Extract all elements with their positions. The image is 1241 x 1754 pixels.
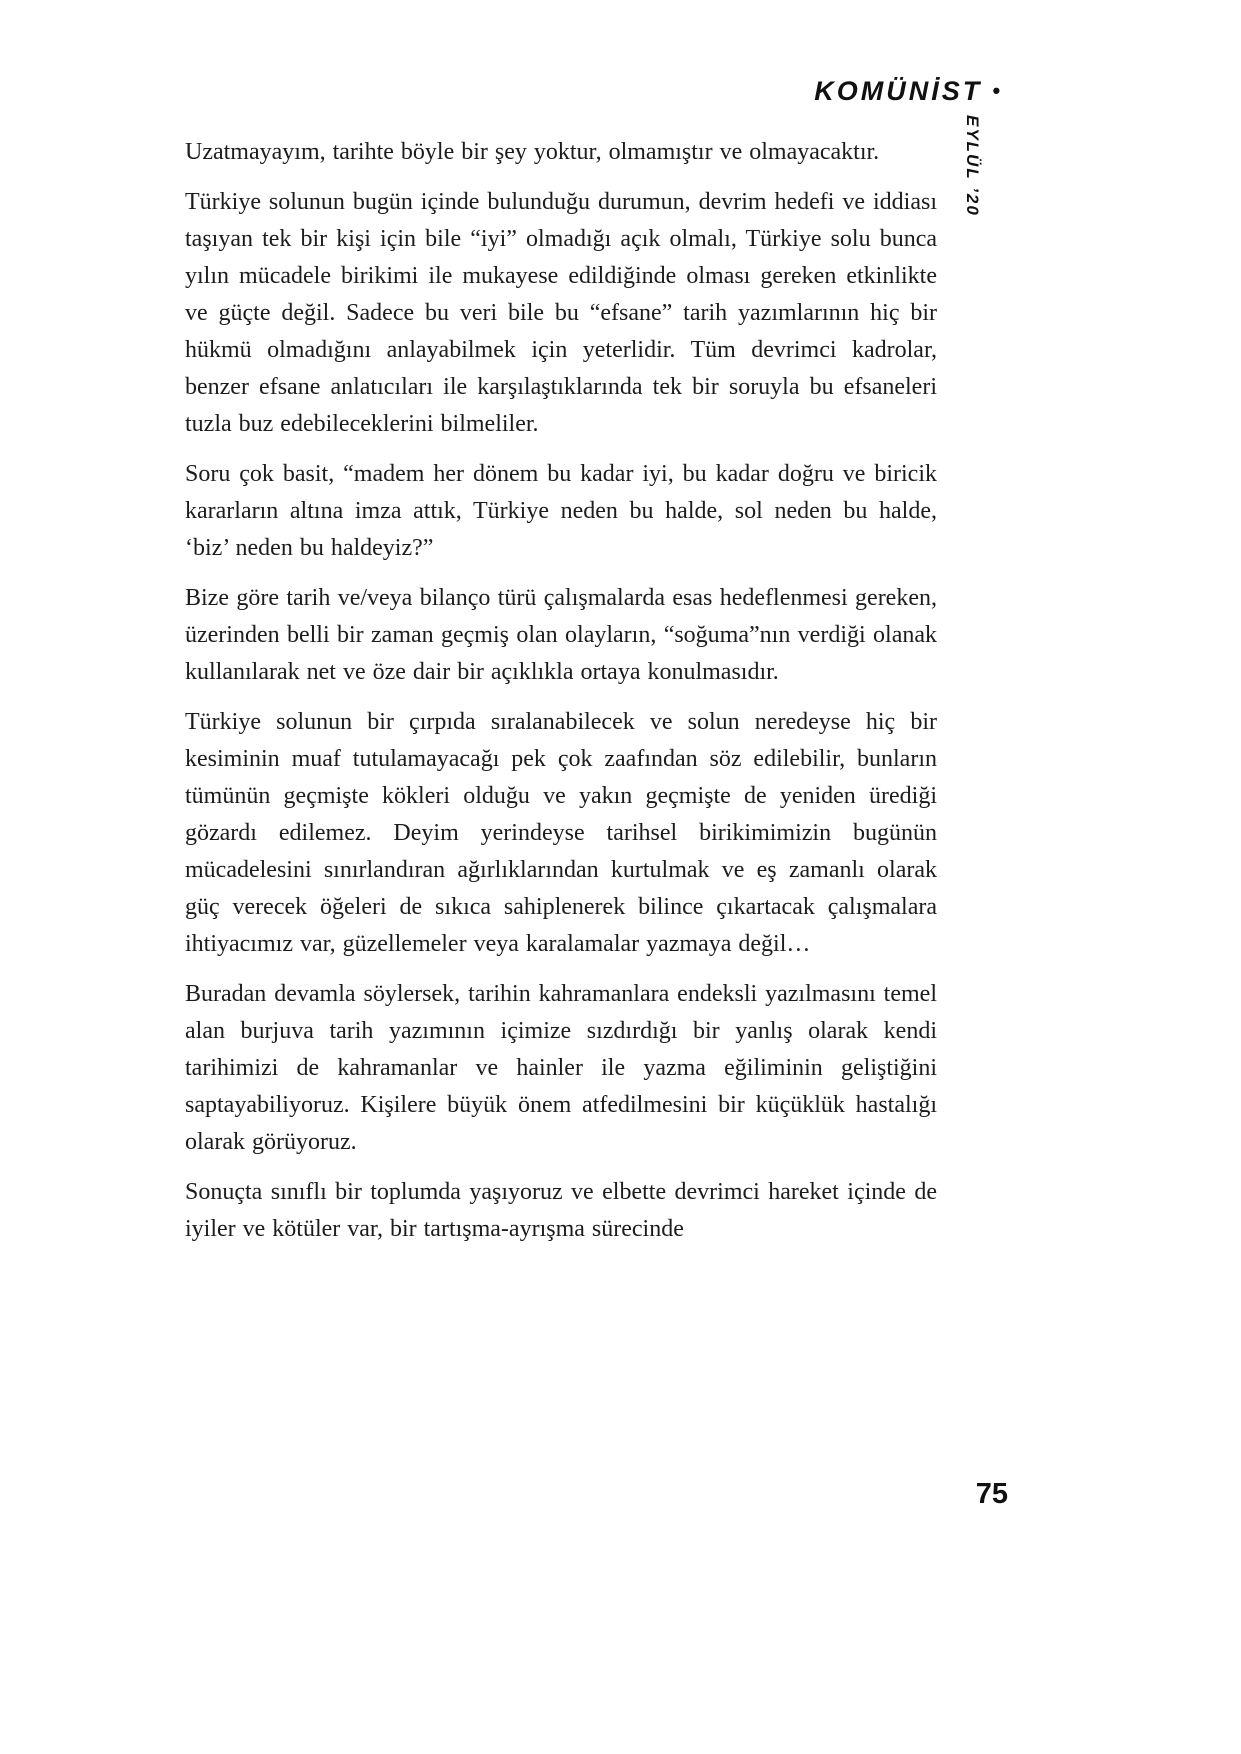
running-head [0, 76, 1000, 107]
issue-label-vertical: EYLÜL ’20 [963, 115, 982, 217]
page-number: 75 [975, 1478, 1008, 1510]
bullet-icon: • [992, 78, 1000, 103]
paragraph: Sonuçta sınıflı bir toplumda yaşıyoruz ve elbette devrimci hareket içinde de iyiler ve kötüler var, bir tartışma-ayrışma sürecinde [185, 1179, 937, 1242]
paragraph: Türkiye solunun bir çırpıda sıralanabilecek ve solun neredeyse hiç bir kesiminin muaf tutulamayacağı pek çok zaafından söz edilebilir, bunların tümünün geçmişte kökleri olduğu ve yakın geçmişte de yeniden ürediği gözardı edilemez. Deyim yerindeyse tarihsel birikimimizin bugünün mücadelesini sınırlandıran ağırlıklarından kurtulmak ve eş zamanlı olarak güç verecek öğeleri de sıkıca sahiplenerek bilince çıkartacak çalışmalara ihtiyacımız var, güzellemeler veya karalamalar yazmaya değil… [185, 709, 937, 957]
body-text-column [185, 134, 937, 1261]
paragraph: Bize göre tarih ve/veya bilanço türü çalışmalarda esas hedeflenmesi gereken, üzerinden belli bir zaman geçmiş olan olayların, “soğuma”nın verdiği olanak kullanılarak net ve öze dair bir açıklıkla ortaya konulmasıdır. [185, 585, 937, 685]
paragraph: Buradan devamla söylersek, tarihin kahramanlara endeksli yazılmasını temel alan burjuva tarih yazımının içimize sızdırdığı bir yanlış olarak kendi tarihimizi de kahramanlar ve hainler ile yazma eğiliminin geliştiğini saptayabiliyoruz. Kişilere büyük önem atfedilmesini bir küçüklük hastalığı olarak görüyoruz. [185, 981, 937, 1155]
paragraph: Soru çok basit, “madem her dönem bu kadar iyi, bu kadar doğru ve biricik kararların altına imza attık, Türkiye neden bu halde, sol neden bu halde, ‘biz’ neden bu haldeyiz?” [185, 461, 937, 561]
paragraph: Uzatmayayım, tarihte böyle bir şey yoktur, olmamıştır ve olmayacaktır. [185, 139, 880, 165]
paragraph: Türkiye solunun bugün içinde bulunduğu durumun, devrim hedefi ve iddiası taşıyan tek bir kişi için bile “iyi” olmadığı açık olmalı, Türkiye solu bunca yılın mücadele birikimi ile mukayese edildiğinde olması gereken etkinlikte ve güçte değil. Sadece bu veri bile bu “efsane” tarih yazımlarının hiç bir hükmü olmadığını anlayabilmek için yeterlidir. Tüm devrimci kadrolar, benzer efsane anlatıcıları ile karşılaştıklarında tek bir soruyla bu efsaneleri tuzla buz edebileceklerini bilmeliler. [185, 189, 937, 437]
journal-title: KOMÜNİST [814, 76, 983, 106]
